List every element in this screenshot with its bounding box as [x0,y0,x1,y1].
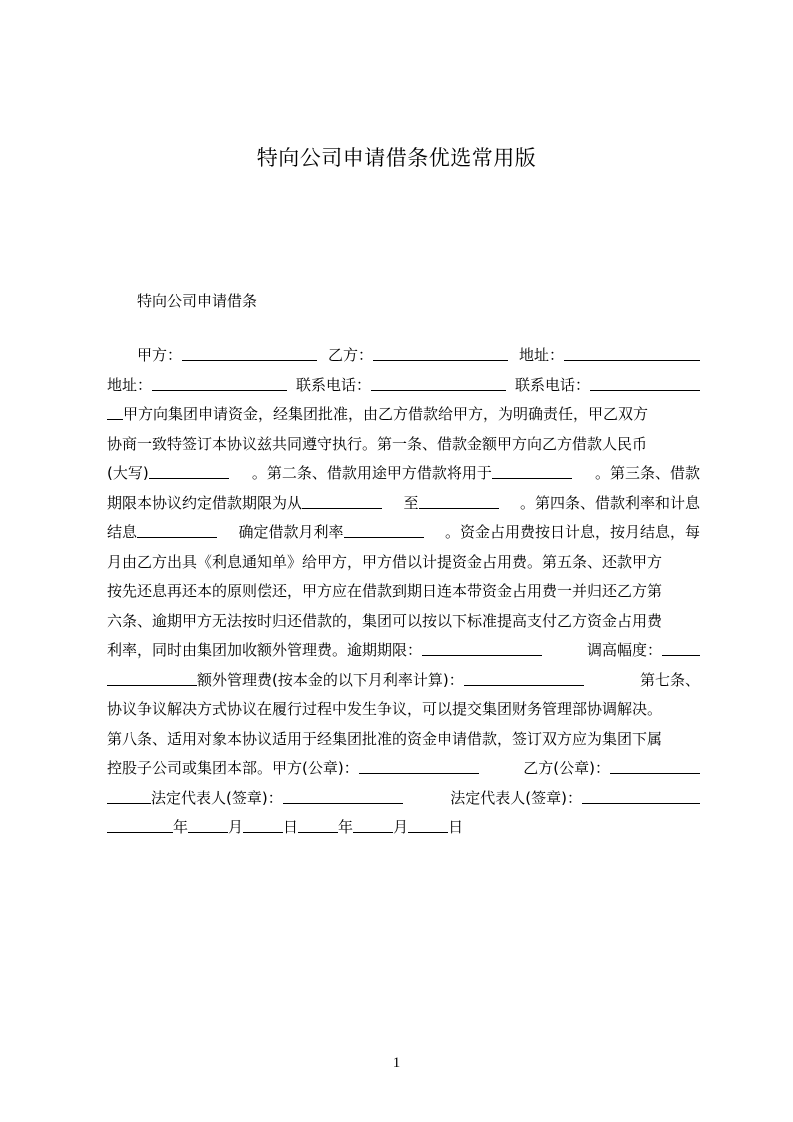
blank-line [107,403,123,420]
body-line: 第八条、适用对象本协议适用于经集团批准的资金申请借款，签订双方应为集团下属 [107,729,663,748]
blank-line [373,344,508,361]
blank-line [182,344,317,361]
phone-label: 联系电话： [295,375,371,394]
blank-line [492,462,572,479]
blank-line [107,787,151,804]
blank-line [610,757,700,774]
settlement-field [107,518,217,548]
date-line [107,813,700,843]
amount-label: (大写) [107,464,149,482]
monthly-rate-label: 确定借款月利率 [238,523,344,541]
address-b-field [107,371,287,401]
body-line: 协商一致特签订本协议兹共同遵守执行。第一条、借款金额甲方向乙方借款人民币 [107,434,648,453]
representative-a-field [107,784,403,814]
rate-increase-label: 调高幅度： [586,641,662,659]
body-line: 月由乙方出具《利息通知单》给甲方，甲方借以计提资金占用费。第五条、还款甲方 [107,552,663,571]
body-line: 按先还息再还本的原则偿还，甲方应在借款到期日连本带资金占用费一并归还乙方第 [107,582,663,600]
blank-line [344,521,424,538]
body-text-segment: 甲方向集团申请资金，经集团批准，由乙方借款给甲方，为明确责任，甲乙双方 [123,405,649,423]
blank-line [353,816,393,833]
body-text-segment: 。第三条、借款 [594,464,700,482]
seal-line [107,754,700,784]
blank-line [422,639,542,656]
day-label: 日 [448,818,464,836]
blank-line [359,757,479,774]
overdue-period-label: 利率，同时由集团加收额外管理费。逾期期限： [107,641,423,659]
body-line: 协议争议解决方式协议在履行过程中发生争议，可以提交集团财务管理部协调解决。 [107,700,663,718]
amount-field [107,459,229,489]
management-fee-label: 额外管理费(按本金的以下月利率计算)： [197,670,464,689]
party-a-seal-label: 控股子公司或集团本部。甲方(公章)： [107,759,359,777]
body-line: 六条、逾期甲方无法按时归还借款的，集团可以按以下标准提高支付乙方资金占用费 [107,611,663,630]
blank-line [590,374,700,391]
party-a-label: 甲方： [137,346,183,364]
blank-line [149,462,229,479]
party-b-seal-label: 乙方(公章)： [523,759,610,777]
period-from-field [107,489,382,519]
month-label: 月 [228,818,244,836]
party-a-field [137,341,317,371]
blank-line [107,669,197,686]
settlement-label: 结息 [107,523,138,541]
address-label: 地址： [518,346,564,364]
blank-line [243,816,283,833]
body-text-segment: 。资金占用费按日计息，按月结息，每 [444,523,700,541]
blank-line [408,816,448,833]
blank-line [283,787,403,804]
party-b-field [328,341,508,371]
body-line [107,459,700,489]
blank-line [419,492,499,509]
blank-line [564,344,700,361]
blank-line [188,816,228,833]
page-title: 特向公司申请借条优选常用版 [256,146,537,170]
day-label: 日 [283,818,299,836]
party-b-label: 乙方： [327,346,373,364]
body-line [107,400,700,430]
overdue-period-field [107,636,542,666]
body-text-segment: 第七条、 [639,670,700,689]
blank-line [107,816,173,833]
address-label: 地址： [107,375,153,394]
body-line [107,489,700,519]
party-line [107,341,700,371]
agreement-body [107,341,700,843]
page-number: 1 [392,1055,401,1071]
period-to-field [403,489,498,519]
blank-line [582,787,700,804]
year-label: 年 [338,818,354,836]
rate-increase-field [587,636,700,666]
blank-line [464,669,584,686]
address-a-field [519,341,700,371]
representative-a-label: 法定代表人(签章)： [151,788,283,807]
body-line [107,636,700,666]
monthly-rate-field [238,518,423,548]
representative-b-label: 法定代表人(签章)： [450,788,582,807]
blank-line [662,639,700,656]
purpose-field [252,459,572,489]
management-fee-field [107,666,584,696]
blank-line [137,521,217,538]
document-subtitle: 特向公司申请借条 [137,292,258,310]
month-label: 月 [393,818,409,836]
contact-line [107,371,700,401]
blank-line [371,374,506,391]
period-to-label: 至 [403,493,419,512]
period-label: 期限本协议约定借款期限为从 [107,493,303,512]
party-a-seal-field [107,754,479,784]
party-b-seal-field [523,754,700,784]
body-line [107,666,700,696]
signature-line [107,784,700,814]
phone-a-field [296,371,506,401]
year-label: 年 [173,818,189,836]
blank-line [152,374,287,391]
purpose-label: 。第二条、借款用途甲方借款将用于 [251,464,492,482]
body-line [107,518,700,548]
phone-b-field [515,371,700,401]
body-text-segment: 。第四条、借款利率和计息 [519,493,700,512]
phone-label: 联系电话： [514,375,590,394]
blank-line [298,816,338,833]
representative-b-field [450,784,700,814]
blank-line [302,492,382,509]
